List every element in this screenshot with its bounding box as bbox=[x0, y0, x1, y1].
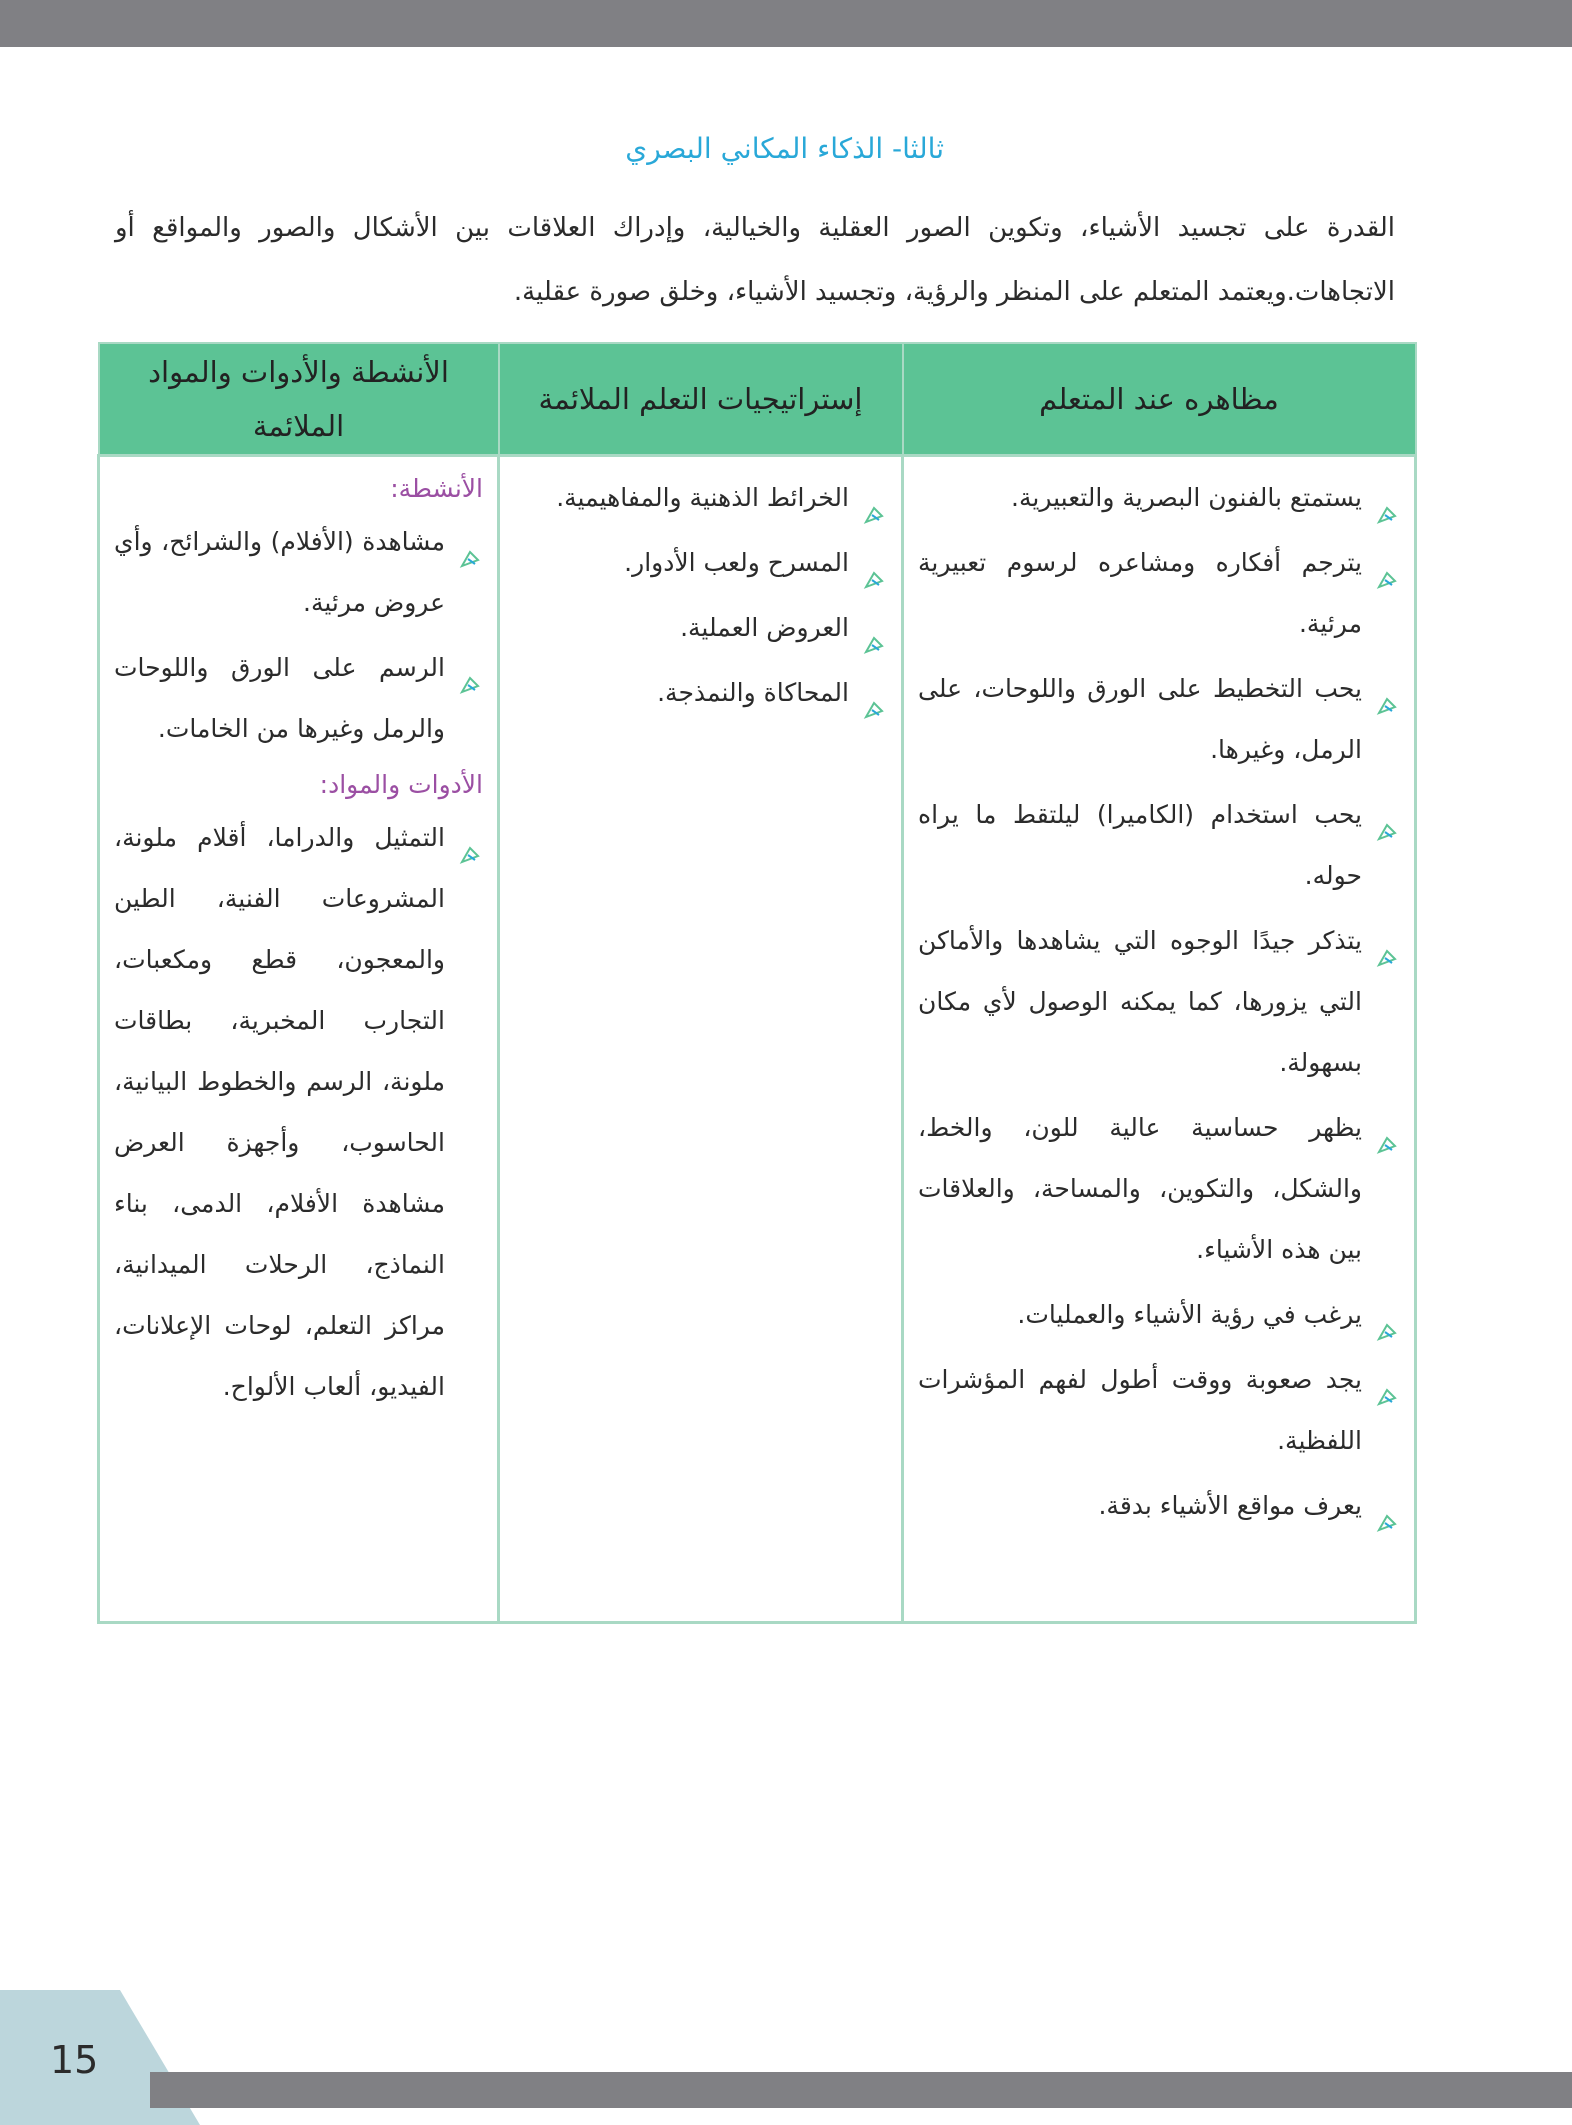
arrow-bullet-icon bbox=[459, 657, 481, 679]
list-item bbox=[514, 467, 887, 528]
tools-label: الأدوات والمواد: bbox=[319, 770, 483, 799]
arrow-bullet-icon bbox=[1376, 930, 1398, 952]
item-text: يتذكر جيدًا الوجوه التي يشاهدها والأماكن التي يزورها، كما يمكنه الوصول لأي مكان بسهولة. bbox=[918, 926, 1362, 1077]
list-item bbox=[918, 784, 1400, 906]
list-item bbox=[918, 1349, 1400, 1471]
list-item bbox=[918, 1097, 1400, 1280]
item-text: يجد صعوبة ووقت أطول لفهم المؤشرات اللفظية. bbox=[918, 1365, 1362, 1455]
item-text: يترجم أفكاره ومشاعره لرسوم تعبيرية مرئية. bbox=[918, 548, 1362, 638]
section-heading: ثالثا- الذكاء المكاني البصري bbox=[625, 132, 944, 165]
item-text: يعرف مواقع الأشياء بدقة. bbox=[1098, 1491, 1362, 1520]
item-text: يحب التخطيط على الورق واللوحات، على الرمل، وغيرها. bbox=[918, 674, 1362, 764]
tools-list bbox=[114, 807, 483, 1417]
arrow-bullet-icon bbox=[459, 827, 481, 849]
arrow-bullet-icon bbox=[863, 617, 885, 639]
item-text: الرسم على الورق واللوحات والرمل وغيرها من الخامات. bbox=[114, 653, 445, 743]
item-text: المحاكاة والنمذجة. bbox=[657, 678, 849, 707]
activities-list bbox=[114, 511, 483, 759]
intro-paragraph: القدرة على تجسيد الأشياء، وتكوين الصور العقلية والخيالية، وإدراك العلاقات بين الأشكال والصور والمواقع أو الاتجاهات.ويعتمد المتعلم على المنظر والرؤية، وتجسيد الأشياء، وخلق صورة عقلية. bbox=[115, 213, 1395, 307]
list-item bbox=[514, 662, 887, 723]
header-activities: الأنشطة والأدوات والمواد الملائمة bbox=[99, 343, 499, 456]
list-item bbox=[514, 597, 887, 658]
strategies-list bbox=[514, 467, 887, 723]
header-strategies: إستراتيجيات التعلم الملائمة bbox=[499, 343, 903, 456]
item-text: التمثيل والدراما، أقلام ملونة، المشروعات الفنية، الطين والمعجون، قطع ومكعبات، التجارب المخبرية، بطاقات ملونة، الرسم والخطوط البيانية، الحاسوب، وأجهزة العرض مشاهدة الأفلام، الدمى، بناء النماذج، الرحلات الميدانية، مراكز التعلم، لوحات الإعلانات، الفيديو، ألعاب الألواح. bbox=[114, 823, 445, 1401]
list-item bbox=[918, 658, 1400, 780]
arrow-bullet-icon bbox=[1376, 678, 1398, 700]
arrow-bullet-icon bbox=[863, 487, 885, 509]
arrow-bullet-icon bbox=[1376, 1369, 1398, 1391]
arrow-bullet-icon bbox=[1376, 1495, 1398, 1517]
list-item bbox=[918, 532, 1400, 654]
item-text: يرغب في رؤية الأشياء والعمليات. bbox=[1017, 1300, 1362, 1329]
strategies-cell bbox=[499, 456, 903, 1623]
arrow-bullet-icon bbox=[1376, 1117, 1398, 1139]
list-item bbox=[514, 532, 887, 593]
item-text: يستمتع بالفنون البصرية والتعبيرية. bbox=[1011, 483, 1362, 512]
list-item bbox=[918, 467, 1400, 528]
bottom-bar bbox=[150, 2072, 1572, 2108]
activities-cell bbox=[99, 456, 499, 1623]
list-item bbox=[114, 807, 483, 1417]
list-item bbox=[114, 511, 483, 633]
list-item bbox=[918, 1475, 1400, 1536]
header-manifestations: مظاهره عند المتعلم bbox=[903, 343, 1416, 456]
intelligence-table bbox=[97, 342, 1417, 1624]
list-item bbox=[114, 637, 483, 759]
arrow-bullet-icon bbox=[1376, 552, 1398, 574]
item-text: يظهر حساسية عالية للون، والخط، والشكل، والتكوين، والمساحة، والعلاقات بين هذه الأشياء. bbox=[918, 1113, 1362, 1264]
top-bar bbox=[0, 0, 1572, 47]
arrow-bullet-icon bbox=[1376, 1304, 1398, 1326]
activities-label: الأنشطة: bbox=[390, 474, 483, 503]
item-text: مشاهدة (الأفلام) والشرائح، وأي عروض مرئية. bbox=[114, 527, 445, 617]
arrow-bullet-icon bbox=[1376, 487, 1398, 509]
arrow-bullet-icon bbox=[863, 682, 885, 704]
list-item bbox=[918, 1284, 1400, 1345]
item-text: المسرح ولعب الأدوار. bbox=[624, 548, 849, 577]
page-number: 15 bbox=[50, 2038, 99, 2082]
table-header-row bbox=[99, 343, 1416, 456]
manifestations-list bbox=[918, 467, 1400, 1536]
list-item bbox=[918, 910, 1400, 1093]
arrow-bullet-icon bbox=[459, 531, 481, 553]
manifestations-cell bbox=[903, 456, 1416, 1623]
arrow-bullet-icon bbox=[1376, 804, 1398, 826]
item-text: العروض العملية. bbox=[680, 613, 849, 642]
item-text: الخرائط الذهنية والمفاهيمية. bbox=[556, 483, 849, 512]
item-text: يحب استخدام (الكاميرا) ليلتقط ما يراه حوله. bbox=[918, 800, 1362, 890]
table-body-row bbox=[99, 456, 1416, 1623]
arrow-bullet-icon bbox=[863, 552, 885, 574]
